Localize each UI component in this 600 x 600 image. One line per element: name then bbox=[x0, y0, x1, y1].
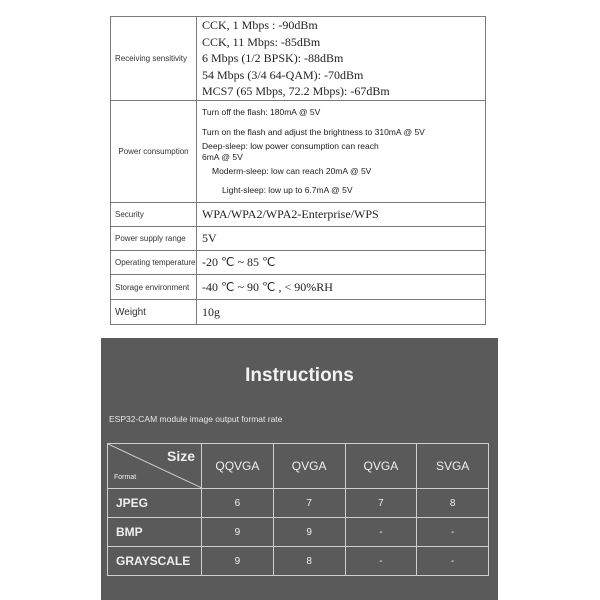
spec-row-security bbox=[111, 203, 486, 227]
spec-row-storage bbox=[111, 275, 486, 300]
receiving-line: CCK, 1 Mbps : -90dBm bbox=[202, 18, 318, 33]
spec-value-receiving bbox=[197, 17, 486, 101]
spec-label-security: Security bbox=[111, 203, 197, 227]
table-cell: 7 bbox=[345, 489, 417, 518]
row-header: JPEG bbox=[108, 489, 202, 518]
spec-label-receiving: Receiving sensitivity bbox=[111, 17, 197, 101]
spec-row-power bbox=[111, 101, 486, 203]
spec-value-supply: 5V bbox=[197, 227, 486, 251]
format-rate-table bbox=[107, 443, 489, 576]
corner-format-label: Format bbox=[114, 474, 137, 481]
receiving-line: 6 Mbps (1/2 BPSK): -88dBm bbox=[202, 51, 344, 66]
column-header: QVGA bbox=[345, 444, 417, 489]
table-cell: - bbox=[345, 518, 417, 547]
table-row bbox=[108, 518, 489, 547]
spec-label-supply: Power supply range bbox=[111, 227, 197, 251]
column-header: SVGA bbox=[417, 444, 489, 489]
table-cell: - bbox=[345, 547, 417, 576]
receiving-line: 54 Mbps (3/4 64-QAM): -70dBm bbox=[202, 67, 364, 82]
power-line: Light-sleep: low up to 6.7mA @ 5V bbox=[222, 185, 353, 195]
spec-label-op-temp: Operating temperature bbox=[111, 251, 197, 275]
spec-label-power: Power consumption bbox=[111, 101, 197, 203]
spec-value-weight: 10g bbox=[197, 300, 486, 325]
instructions-subtitle: ESP32-CAM module image output format rate bbox=[109, 414, 283, 424]
row-header: BMP bbox=[108, 518, 202, 547]
table-cell: 8 bbox=[417, 489, 489, 518]
table-cell: - bbox=[417, 547, 489, 576]
spec-row-op-temp bbox=[111, 251, 486, 275]
format-header-row bbox=[108, 444, 489, 489]
row-header: GRAYSCALE bbox=[108, 547, 202, 576]
corner-cell bbox=[108, 444, 202, 489]
table-cell: 9 bbox=[202, 547, 274, 576]
power-line: 6mA @ 5V bbox=[202, 152, 243, 162]
spec-row-weight bbox=[111, 300, 486, 325]
receiving-line: CCK, 11 Mbps: -85dBm bbox=[202, 34, 321, 49]
table-row bbox=[108, 547, 489, 576]
power-line: Turn off the flash: 180mA @ 5V bbox=[202, 107, 321, 117]
power-line: Moderm-sleep: low can reach 20mA @ 5V bbox=[212, 166, 372, 176]
spec-row-supply bbox=[111, 227, 486, 251]
table-cell: 6 bbox=[202, 489, 274, 518]
spec-row-receiving bbox=[111, 17, 486, 101]
table-row bbox=[108, 489, 489, 518]
spec-label-weight: Weight bbox=[111, 300, 197, 325]
instructions-panel bbox=[101, 338, 498, 600]
instructions-title: Instructions bbox=[245, 365, 354, 386]
spec-value-security: WPA/WPA2/WPA2-Enterprise/WPS bbox=[197, 203, 486, 227]
spec-value-op-temp: -20 ℃ ~ 85 ℃ bbox=[197, 251, 486, 275]
power-line: Deep-sleep: low power consumption can reach bbox=[202, 141, 379, 151]
table-cell: - bbox=[417, 518, 489, 547]
table-cell: 7 bbox=[273, 489, 345, 518]
column-header: QQVGA bbox=[202, 444, 274, 489]
receiving-line: MCS7 (65 Mbps, 72.2 Mbps): -67dBm bbox=[202, 84, 390, 99]
spec-label-storage: Storage environment bbox=[111, 275, 197, 300]
power-line: Turn on the flash and adjust the brightness to 310mA @ 5V bbox=[202, 127, 425, 137]
column-header: QVGA bbox=[273, 444, 345, 489]
spec-value-power bbox=[197, 101, 486, 203]
table-cell: 9 bbox=[202, 518, 274, 547]
spec-value-storage: -40 ℃ ~ 90 ℃ , < 90%RH bbox=[197, 275, 486, 300]
table-cell: 8 bbox=[273, 547, 345, 576]
corner-size-label: Size bbox=[166, 448, 195, 464]
spec-table bbox=[110, 16, 486, 325]
table-cell: 9 bbox=[273, 518, 345, 547]
